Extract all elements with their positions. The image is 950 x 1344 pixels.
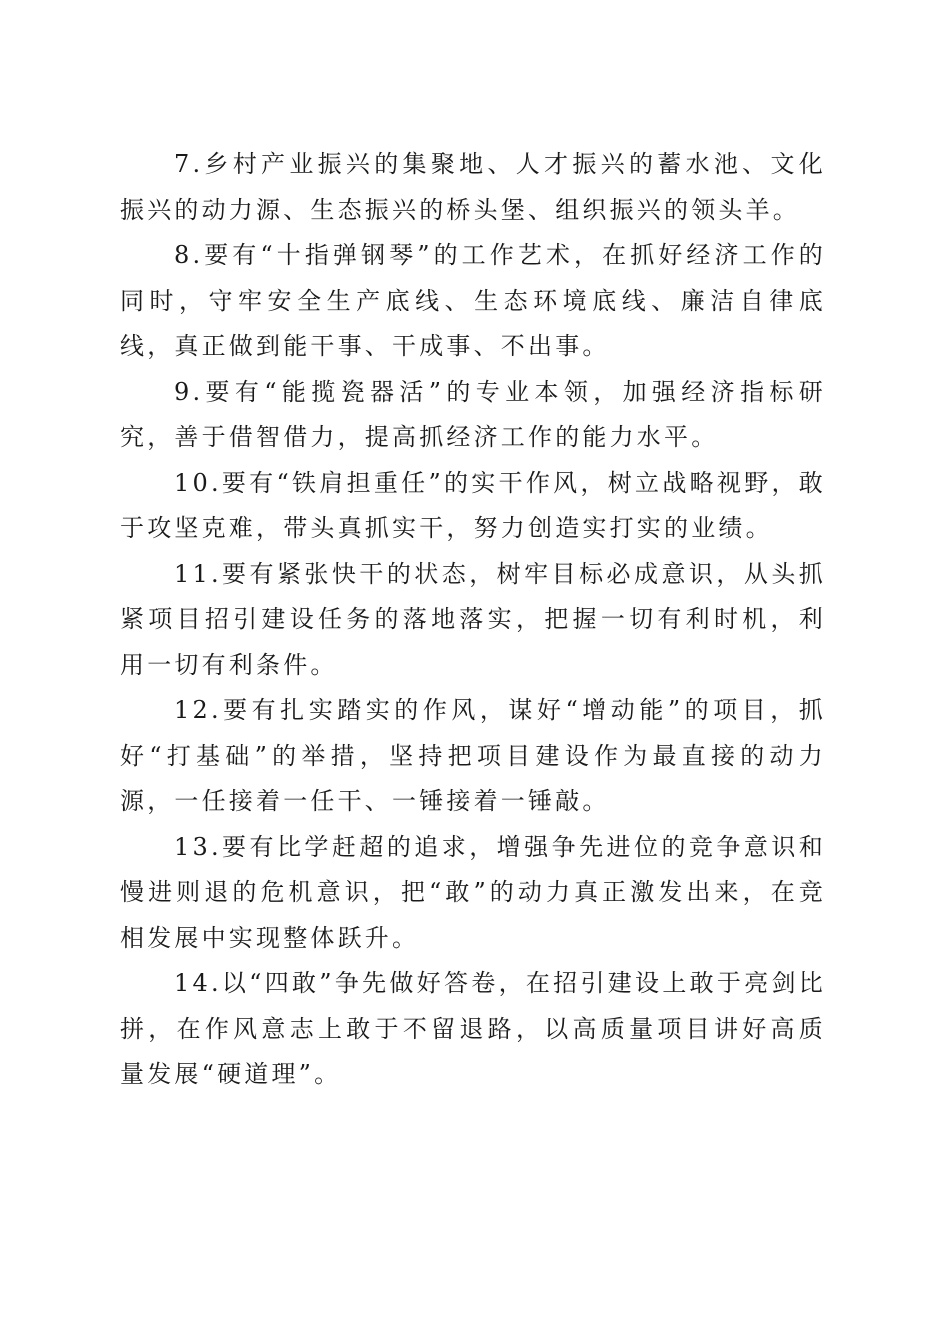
paragraph-item-11: 11.要有紧张快干的状态，树牢目标必成意识，从头抓紧项目招引建设任务的落地落实，把握一切有利时机，利用一切有利条件。: [120, 559, 826, 679]
paragraph-item-9: 9.要有“能揽瓷器活”的专业本领，加强经济指标研究，善于借智借力，提高抓经济工作的能力水平。: [120, 377, 826, 451]
document-body: [120, 142, 826, 1098]
paragraph-item-10: 10.要有“铁肩担重任”的实干作风，树立战略视野，敢于攻坚克难，带头真抓实干，努力创造实打实的业绩。: [120, 468, 826, 542]
paragraph-item-14: 14.以“四敢”争先做好答卷，在招引建设上敢于亮剑比拼，在作风意志上敢于不留退路，以高质量项目讲好高质量发展“硬道理”。: [120, 969, 826, 1088]
paragraph-item-7: 7.乡村产业振兴的集聚地、人才振兴的蓄水池、文化振兴的动力源、生态振兴的桥头堡、组织振兴的领头羊。: [120, 150, 826, 224]
paragraph-item-13: 13.要有比学赶超的追求，增强争先进位的竞争意识和慢进则退的危机意识，把“敢”的动力真正激发出来，在竞相发展中实现整体跃升。: [120, 832, 826, 952]
paragraph-item-12: 12.要有扎实踏实的作风，谋好“增动能”的项目，抓好“打基础”的举措，坚持把项目建设作为最直接的动力源，一任接着一任干、一锤接着一锤敲。: [120, 696, 826, 815]
paragraph-item-8: 8.要有“十指弹钢琴”的工作艺术，在抓好经济工作的同时，守牢安全生产底线、生态环境底线、廉洁自律底线，真正做到能干事、干成事、不出事。: [120, 241, 826, 360]
